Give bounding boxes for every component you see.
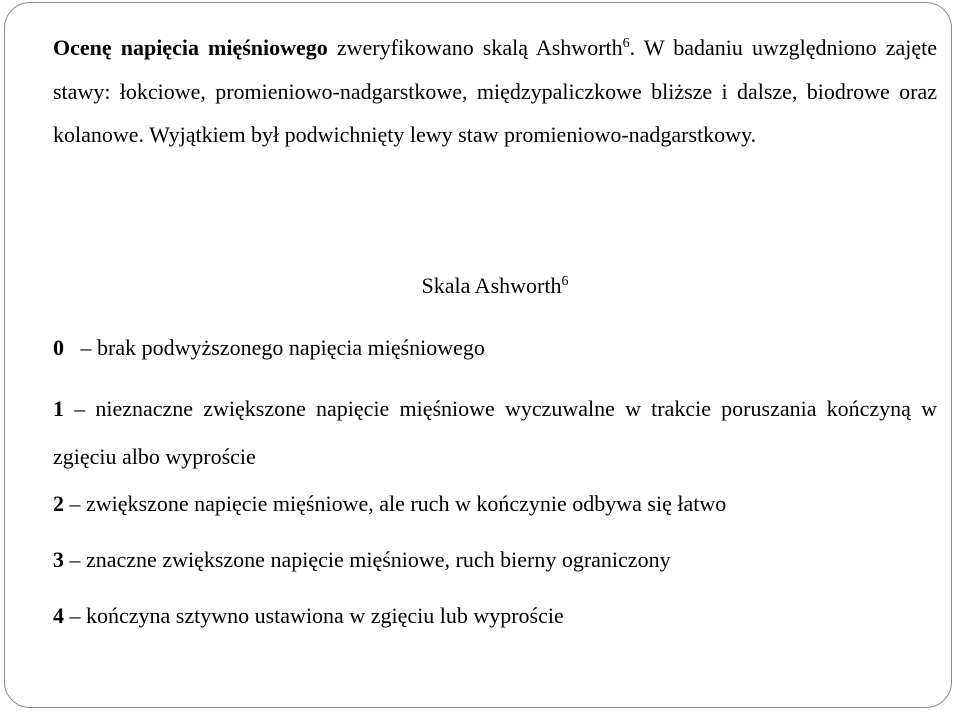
scale-title-reference: 6 (561, 274, 569, 289)
intro-bold-lead: Ocenę napięcia mięśniowego (53, 35, 328, 60)
scale-item-text: – znaczne zwiększone napięcie mięśniowe, ruch bierny ograniczony (69, 547, 671, 572)
slide-content (53, 26, 938, 628)
scale-title-text: Skala Ashworth (421, 273, 562, 298)
scale-item-text: – kończyna sztywno ustawiona w zgięciu lub wyproście (69, 603, 564, 628)
scale-item-text: – nieznaczne zwiększone napięcie mięśniowe wyczuwalne w trakcie poruszania kończyną w zgięciu albo wyproście (53, 396, 938, 469)
scale-item-number: 3 (53, 547, 64, 572)
scale-item-text: – brak podwyższonego napięcia mięśniowego (80, 335, 485, 360)
intro-text-1: zweryfikowano skalą Ashworth (327, 35, 623, 60)
scale-item-1 (53, 385, 937, 481)
scale-item-4 (53, 592, 937, 640)
scale-item-text: – zwiększone napięcie mięśniowe, ale ruch w kończynie odbywa się łatwo (69, 491, 727, 516)
scale-item-2 (53, 480, 937, 528)
scale-title (53, 271, 937, 301)
scale-item-number: 1 (53, 396, 64, 421)
scale-item-3 (53, 536, 937, 584)
scale-item-number: 0 (53, 335, 64, 360)
scale-item-number: 2 (53, 491, 64, 516)
scale-item-number: 4 (53, 603, 64, 628)
intro-text-2: . W badaniu uwzględniono zajęte stawy: łokciowe, promieniowo-nadgarstkowe, międzypaliczkowe bliższe i dalsze, biodrowe oraz kolanowe. Wyjątkiem był podwichnięty lewy staw promieniowo-nadgarstkowy. (53, 35, 937, 148)
intro-paragraph (53, 26, 937, 157)
scale-item-0 (53, 324, 937, 372)
intro-reference: 6 (622, 36, 630, 51)
